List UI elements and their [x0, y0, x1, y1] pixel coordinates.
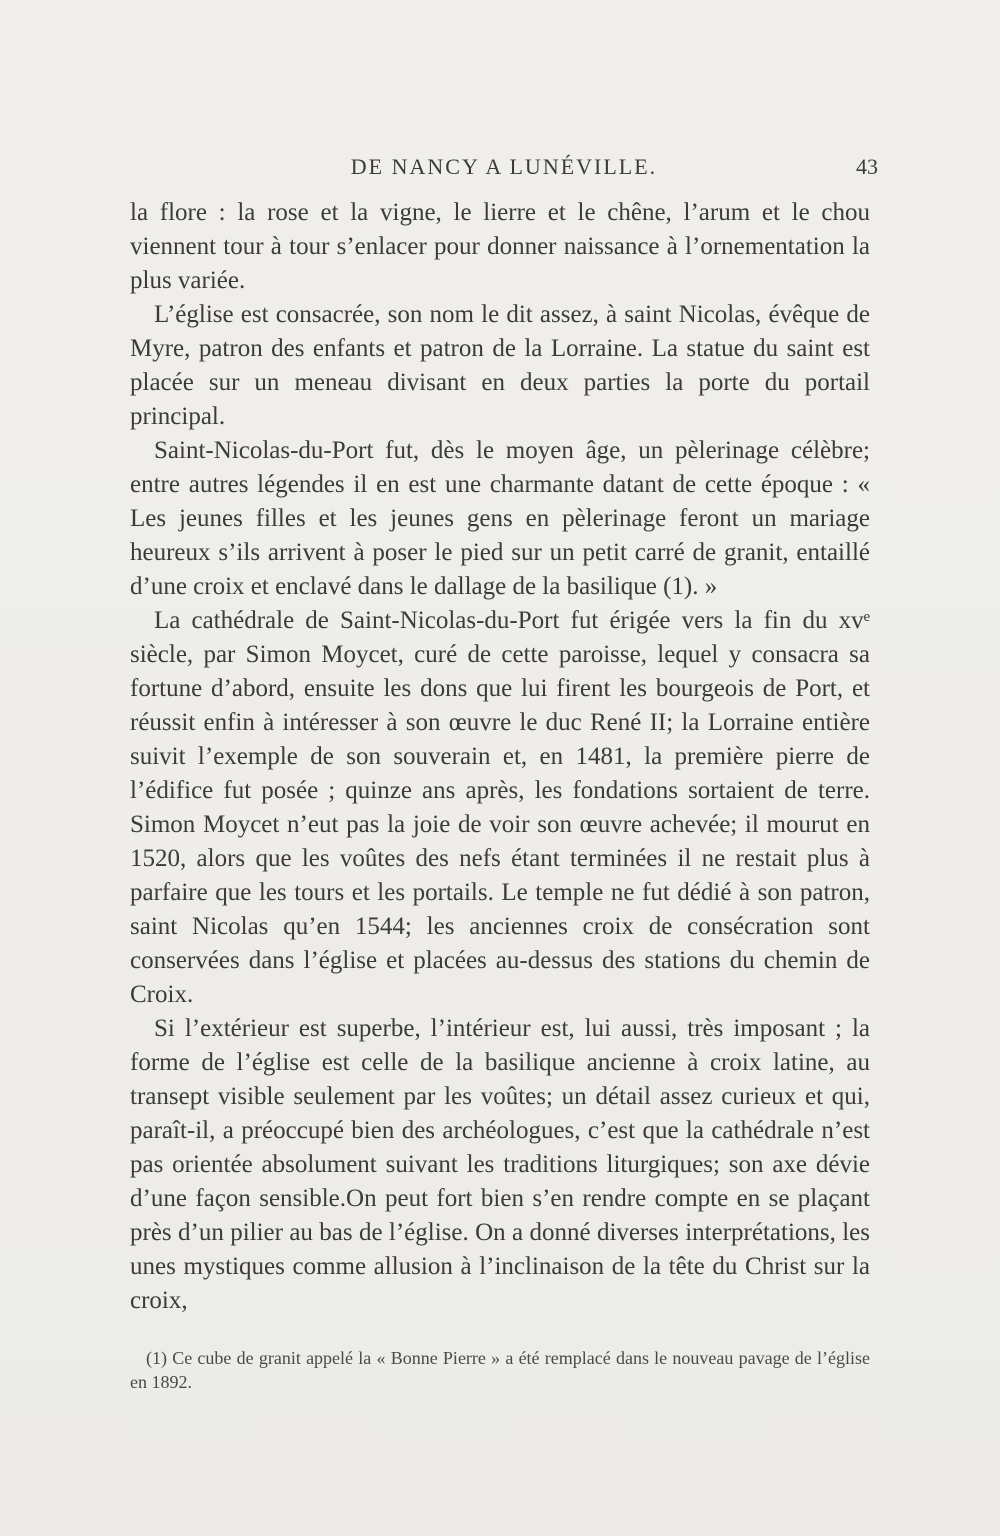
page-number: 43: [856, 154, 878, 179]
body-text: [130, 196, 870, 1318]
footnote: [130, 1346, 870, 1394]
running-head: [130, 150, 878, 182]
running-title: DE NANCY A LUNÉVILLE.: [350, 154, 658, 179]
paragraph-3: Saint-Nicolas-du-Port fut, dès le moyen âge, un pèlerinage célèbre; entre autres légendes il en est une charmante datant de cette époque : « Les jeunes filles et les jeunes gens en pèlerinage feront un mariage heureux s’ils arrivent à poser le pied sur un petit carré de granit, entaillé d’une croix et enclavé dans le dallage de la basilique (1). »: [130, 437, 870, 600]
paragraph-4: La cathédrale de Saint-Nicolas-du-Port fut érigée vers la fin du xvᵉ siècle, par Simon Moycet, curé de cette paroisse, lequel y consacra sa fortune d’abord, ensuite les dons que lui firent les bourgeois de Port, et réussit enfin à intéresser à son œuvre le duc René II; la Lorraine entière suivit l’exemple de son souverain et, en 1481, la première pierre de l’édifice fut posée ; quinze ans après, les fondations sortaient de terre. Simon Moycet n’eut pas la joie de voir son œuvre achevée; il mourut en 1520, alors que les voûtes des nefs étant terminées il ne restait plus à parfaire que les tours et les portails. Le temple ne fut dédié à son patron, saint Nicolas qu’en 1544; les anciennes croix de consécration sont conservées dans l’église et placées au-dessus des stations du chemin de Croix.: [130, 607, 870, 1008]
footnote-text: (1) Ce cube de granit appelé la « Bonne Pierre » a été remplacé dans le nouveau pavage de l’église en 1892.: [130, 1348, 870, 1392]
paragraph-1: la flore : la rose et la vigne, le lierre et le chêne, l’arum et le chou viennent tour à tour s’enlacer pour donner naissance à l’ornementation la plus variée.: [130, 199, 870, 294]
paragraph-5: Si l’extérieur est superbe, l’intérieur est, lui aussi, très imposant ; la forme de l’église est celle de la basilique ancienne à croix latine, au transept visible seulement par les voûtes; un détail assez curieux et qui, paraît-il, a préoccupé bien des archéologues, c’est que la cathédrale n’est pas orientée absolument suivant les traditions liturgiques; son axe dévie d’une façon sensible.On peut fort bien s’en rendre compte en se plaçant près d’un pilier au bas de l’église. On a donné diverses interprétations, les unes mystiques comme allusion à l’inclinaison de la tête du Christ sur la croix,: [130, 1015, 870, 1314]
paragraph-2: L’église est consacrée, son nom le dit assez, à saint Nicolas, évêque de Myre, patron des enfants et patron de la Lorraine. La statue du saint est placée sur un meneau divisant en deux parties la porte du portail principal.: [130, 301, 870, 430]
